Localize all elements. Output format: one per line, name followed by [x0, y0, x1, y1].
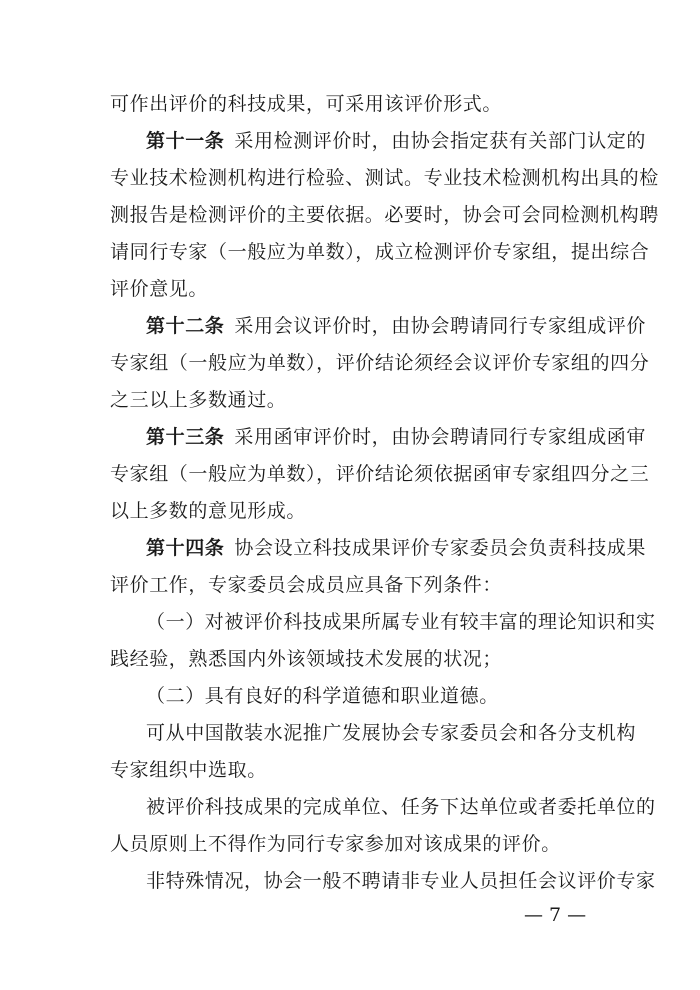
page-number: — 7 — — [524, 904, 587, 926]
text-line: 请同行专家（一般应为单数），成立检测评价专家组，提出综合 — [110, 241, 650, 263]
text-line: 可从中国散装水泥推广发展协会专家委员会和各分支机构 — [146, 722, 637, 744]
text-line: 可作出评价的科技成果，可采用该评价形式。 — [110, 93, 503, 115]
condition-item-2: （二）具有良好的科学道德和职业道德。 — [146, 685, 499, 707]
article-12-line: 第十二条 采用会议评价时，由协会聘请同行专家组成评价 — [146, 315, 647, 337]
text-line: 以上多数的意见形成。 — [110, 500, 307, 522]
article-number: 第十四条 — [146, 537, 225, 559]
article-14-line: 第十四条 协会设立科技成果评价专家委员会负责科技成果 — [146, 537, 647, 559]
text-line: 人员原则上不得作为同行专家参加对该成果的评价。 — [110, 833, 561, 855]
text-line: 被评价科技成果的完成单位、任务下达单位或者委托单位的 — [146, 796, 656, 818]
text-line: 专家组织中选取。 — [110, 759, 267, 781]
article-11-line: 第十一条 采用检测评价时，由协会指定获有关部门认定的 — [146, 130, 647, 152]
text-line: 之三以上多数通过。 — [110, 389, 287, 411]
article-13-line: 第十三条 采用函审评价时，由协会聘请同行专家组成函审 — [146, 426, 647, 448]
article-number: 第十三条 — [146, 426, 225, 448]
text-line: 评价意见。 — [110, 278, 209, 300]
text-line: 测报告是检测评价的主要依据。必要时，协会可会同检测机构聘 — [110, 204, 659, 226]
article-number: 第十一条 — [146, 130, 225, 152]
article-number: 第十二条 — [146, 315, 225, 337]
text-line: 专业技术检测机构进行检验、测试。专业技术检测机构出具的检 — [110, 167, 659, 189]
condition-item-1: （一）对被评价科技成果所属专业有较丰富的理论知识和实 — [146, 611, 656, 633]
text-line: 评价工作，专家委员会成员应具备下列条件： — [110, 574, 503, 596]
text-line: 专家组（一般应为单数），评价结论须经会议评价专家组的四分 — [110, 352, 650, 374]
text-line: 专家组（一般应为单数），评价结论须依据函审专家组四分之三 — [110, 463, 650, 485]
text-line: 践经验，熟悉国内外该领域技术发展的状况； — [110, 648, 503, 670]
text-line: 非特殊情况，协会一般不聘请非专业人员担任会议评价专家 — [146, 870, 656, 892]
